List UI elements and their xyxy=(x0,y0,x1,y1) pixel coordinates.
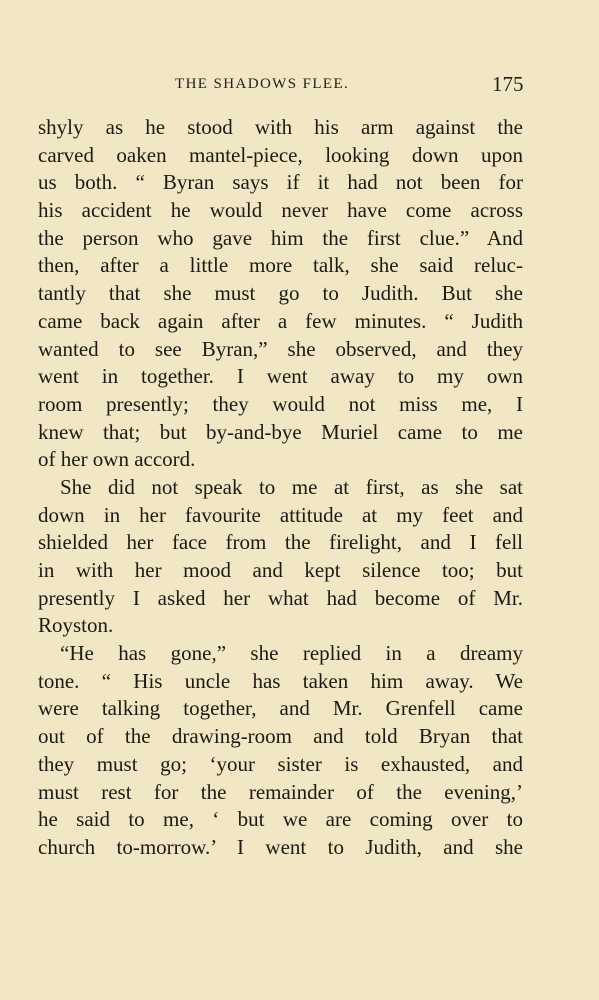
text-line: church to-morrow.’ I went to Judith, and she xyxy=(38,834,523,859)
text-line: the person who gave him the first clue.” And xyxy=(38,225,523,250)
text-line: room presently; they would not miss me, I xyxy=(38,391,523,416)
text-line: down in her favourite attitude at my feet and xyxy=(38,502,523,527)
text-line: out of the drawing-room and told Bryan that xyxy=(38,724,523,749)
text-line: they must go; ‘your sister is exhausted, and xyxy=(38,751,523,776)
text-line: came back again after a few minutes. “ Judith xyxy=(38,308,523,333)
text-line: tone. “ His uncle has taken him away. We xyxy=(38,668,523,693)
text-line: must rest for the remainder of the evening,’ xyxy=(38,779,523,804)
text-line: tantly that she must go to Judith. But she xyxy=(38,281,523,306)
text-line: he said to me, ‘ but we are coming over to xyxy=(38,807,523,832)
text-line: us both. “ Byran says if it had not been for xyxy=(38,170,523,195)
text-line: wanted to see Byran,” she observed, and they xyxy=(38,336,523,361)
text-line: “He has gone,” she replied in a dreamy xyxy=(60,641,523,666)
page-number: 175 xyxy=(492,72,524,96)
text-line: knew that; but by-and-bye Muriel came to me xyxy=(38,419,523,444)
text-line: Royston. xyxy=(38,613,114,638)
text-line: of her own accord. xyxy=(38,447,196,472)
text-line: in with her mood and kept silence too; but xyxy=(38,558,523,582)
text-line: carved oaken mantel-piece, looking down upon xyxy=(38,142,523,167)
text-line: then, after a little more talk, she said reluc- xyxy=(38,253,523,278)
text-line: presently I asked her what had become of Mr. xyxy=(38,585,523,610)
body-text xyxy=(38,114,523,862)
text-line: shyly as he stood with his arm against the xyxy=(38,115,523,139)
text-line: his accident he would never have come across xyxy=(38,198,523,223)
text-line: went in together. I went away to my own xyxy=(38,364,523,389)
text-line: She did not speak to me at first, as she sat xyxy=(60,474,523,499)
text-line: shielded her face from the firelight, and I fell xyxy=(38,530,523,555)
text-line: were talking together, and Mr. Grenfell came xyxy=(38,696,523,721)
running-head: THE SHADOWS FLEE. xyxy=(175,76,350,92)
